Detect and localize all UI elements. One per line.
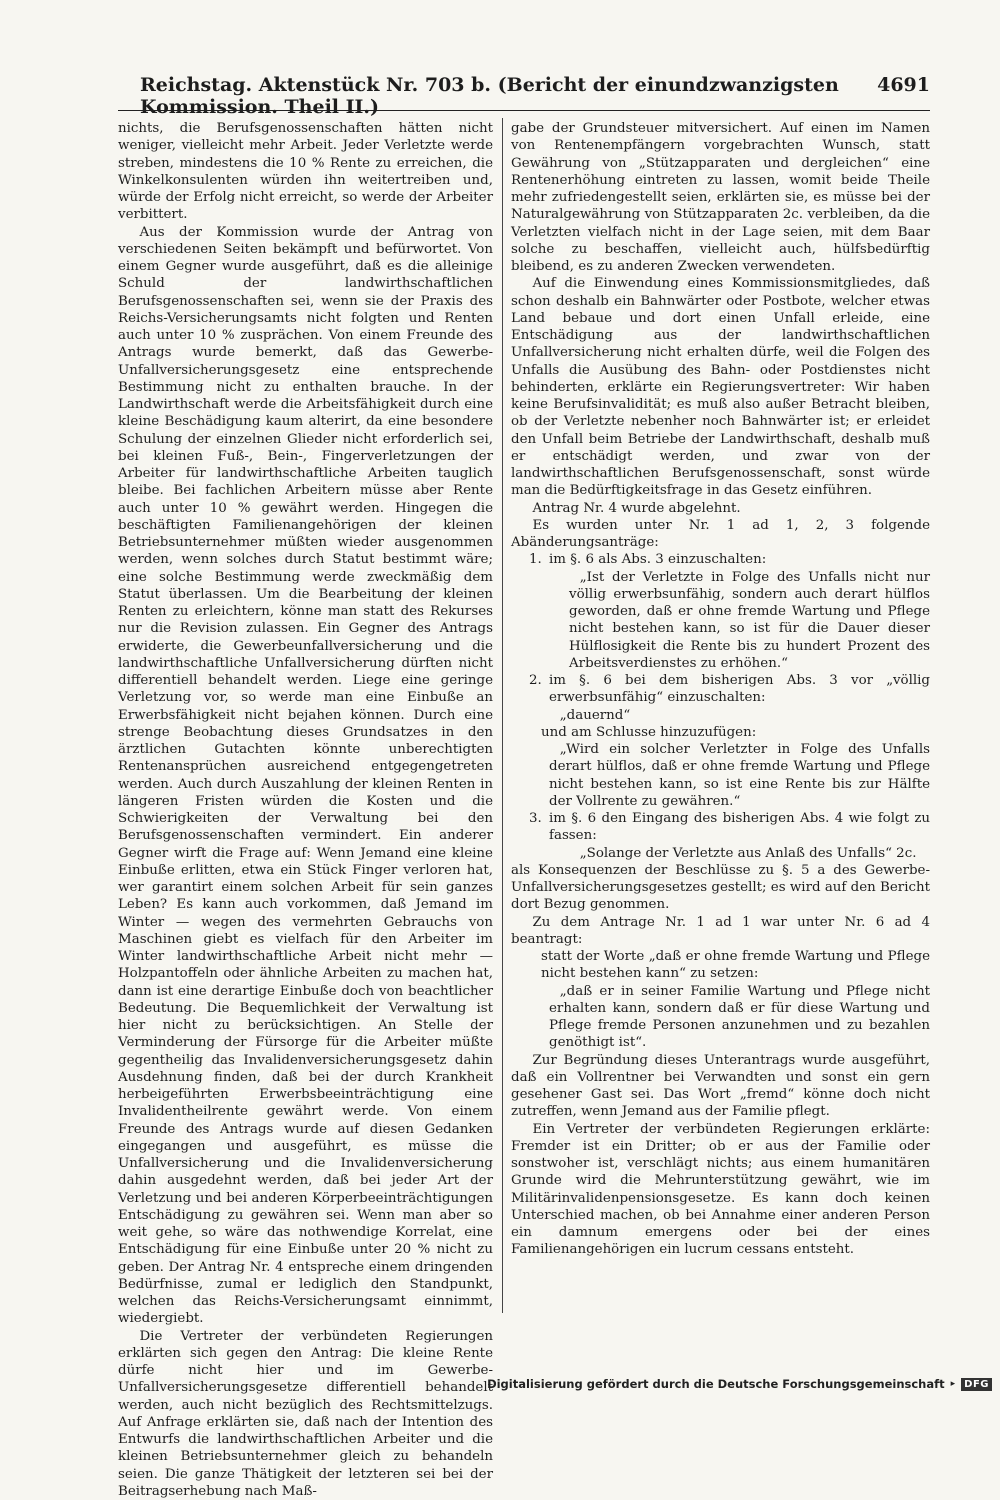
amendment-quote: „dauernd“: [549, 707, 930, 724]
right-paragraph-8: Zur Begründung dieses Unterantrags wurde ausgeführt, daß ein Vollrentner bei Verwandten und sonst ein gern gesehener Gast sei. Das Wort „fremd“ könne doch nicht zutreffen, wenn Jemand aus der Familie pflegt.: [511, 1052, 930, 1121]
right-paragraph-6: Zu dem Antrage Nr. 1 ad 1 war unter Nr. 6 ad 4 beantragt:: [511, 914, 930, 949]
footer-text: Digitalisierung gefördert durch die Deutsche Forschungsgemeinschaft: [487, 1377, 945, 1391]
dfg-logo-icon: DFG: [961, 1378, 992, 1391]
amendment-text: im §. 6 den Eingang des bisherigen Abs. 4 wie folgt zu fassen:: [549, 811, 930, 843]
right-paragraph-2: Auf die Einwendung eines Kommissionsmitgliedes, daß schon deshalb ein Bahnwärter oder Postbote, welcher etwas Land bebaue und dort einen Unfall erleide, eine Entschädigung aus der landwirthschaftlichen Unfallversicherung nicht erhalten dürfe, weil die Folgen des Unfalls die Ausübung des Bahn- oder Postdienstes nicht behinderten, erklärte ein Regierungsvertreter: Wir haben keine Berufsinvalidität; es muß also außer Betracht bleiben, ob der Verletzte nebenher noch Bahnwärter ist; er erleidet den Unfall beim Betriebe der Landwirthschaft, deshalb muß er entschädigt werden, und zwar von der landwirthschaftlichen Berufsgenossenschaft, sonst würde man die Bedürftigkeitsfrage in das Gesetz einführen.: [511, 275, 930, 499]
amendment-number: 2.: [529, 672, 542, 689]
right-paragraph-1: gabe der Grundsteuer mitversichert. Auf einen im Namen von Rentenempfängern vorgebrachten Wunsch, statt Gewährung von „Stützapparaten und dergleichen“ eine Rentenerhöhung eintreten zu lassen, womit beide Theile mehr zufriedengestellt seien, erklärten sie, es müsse bei der Naturalgewährung von Stützapparaten 2c. verbleiben, da die Verletzten vielfach nicht in der Lage seien, mit dem Baar solche zu beschaffen, vielleicht auch, hülfsbedürftig bleibend, es zu anderen Zwecken verwendeten.: [511, 120, 930, 275]
right-paragraph-3: Antrag Nr. 4 wurde abgelehnt.: [511, 500, 930, 517]
right-paragraph-9: Ein Vertreter der verbündeten Regierungen erklärte: Fremder ist ein Dritter; ob er aus der Familie oder sonstwoher ist, verschlägt nichts; aus einem humanitären Grunde wird die Mehrunterstützung gewährt, wie im Militärinvalidenpensionsgesetze. Es kann doch keinen Unterschied machen, ob bei Annahme einer anderen Person ein damnum emergens oder bei der eines Familienangehörigen ein lucrum cessans entsteht.: [511, 1121, 930, 1259]
amendment-quote: „Ist der Verletzte in Folge des Unfalls nicht nur völlig erwerbsunfähig, sondern auch derart hülflos geworden, daß er ohne fremde Wartung und Pflege nicht bestehen kann, so ist für die Dauer dieser Hülflosigkeit die Rente bis zu hundert Prozent des Arbeitsverdienstes zu erhöhen.“: [569, 569, 930, 673]
amendment-number: 3.: [529, 810, 542, 827]
amendment-quote: „Solange der Verletzte aus Anlaß des Unfalls“ 2c.: [569, 845, 930, 862]
arrow-right-icon: ▸: [951, 1379, 956, 1389]
left-column: [118, 120, 493, 1500]
amendment-text: im §. 6 als Abs. 3 einzuschalten:: [549, 552, 766, 567]
header-rule: [118, 110, 930, 111]
amendment-text: im §. 6 bei dem bisherigen Abs. 3 vor „völlig erwerbsunfähig“ einzuschalten:: [549, 673, 930, 705]
page-number: 4691: [877, 74, 930, 96]
left-paragraph-1: nichts, die Berufsgenossenschaften hätten nicht weniger, vielleicht mehr Arbeit. Jeder Verletzte werde streben, mindestens die 10 % Rente zu erreichen, die Winkelkonsulenten würden ihn weitertreiben und, würde der Erfolg nicht erreicht, so werde der Arbeiter verbittert.: [118, 120, 493, 224]
header-title: Reichstag. Aktenstück Nr. 703 b. (Bericht der einundzwanzigsten Kommission. Theil II.): [140, 74, 877, 118]
amendment-item-3: [529, 810, 930, 845]
amendment-item-2: [529, 672, 930, 707]
page-header: [140, 74, 930, 118]
right-column: [511, 120, 930, 1259]
right-paragraph-7: statt der Worte „daß er ohne fremde Wartung und Pflege nicht bestehen kann“ zu setzen:: [541, 948, 930, 983]
left-paragraph-2: Aus der Kommission wurde der Antrag von verschiedenen Seiten bekämpft und befürwortet. Von einem Gegner wurde ausgeführt, daß es die alleinige Schuld der landwirthschaftlichen Berufsgenossenschaften sei, wenn sie der Praxis des Reichs-Versicherungsamts nicht folgten und Renten auch unter 10 % zusprächen. Von einem Freunde des Antrags wurde bemerkt, daß das Gewerbe-Unfallversicherungsgesetz eine entsprechende Bestimmung nicht zu enthalten brauche. In der Landwirthschaft werde die Arbeitsfähigkeit durch eine kleine Beschädigung kaum alterirt, da eine besondere Schulung der einzelnen Glieder nicht erforderlich sei, bei kleinen Fuß-, Bein-, Fingerverletzungen der Arbeiter für landwirthschaftliche Arbeiten tauglich bleibe. Bei fachlichen Arbeitern müsse aber Rente auch unter 10 % gewährt werden. Hingegen die beschäftigten Familienangehörigen der kleinen Betriebsunternehmer müßten wieder ausgenommen werden, wenn solches durch Statut bestimmt wäre; eine solche Bestimmung werde zweckmäßig dem Statut überlassen. Um die Bearbeitung der kleinen Renten zu erleichtern, könne man statt des Rekurses nur die Revision zulassen. Ein Gegner des Antrags erwiderte, die Gewerbeunfallversicherung und die landwirthschaftliche Unfallversicherung dürften nicht differentiell behandelt werden. Liege eine geringe Verletzung vor, so werde man eine Einbuße an Erwerbsfähigkeit nicht bejahen können. Durch eine strenge Beobachtung dieses Grundsatzes in den ärztlichen Gutachten könnte unberechtigten Rentenansprüchen ausreichend entgegengetreten werden. Auch durch Auszahlung der kleinen Renten in längeren Fristen würden die Kosten und die Schwierigkeiten der Verwaltung bei den Berufsgenossenschaften vermindert. Ein anderer Gegner wirft die Frage auf: Wenn Jemand eine kleine Einbuße erlitten, etwa ein Stück Finger verloren hat, wer garantirt einem solchen Arbeit für sein ganzes Leben? Es kann auch vorkommen, daß Jemand im Winter — wegen des vermehrten Gebrauchs von Maschinen giebt es vielfach für den Arbeiter im Winter landwirthschaftliche Arbeit nicht mehr — Holzpantoffeln oder ähnliche Arbeiten zu machen hat, dann ist eine derartige Einbuße doch von beachtlicher Bedeutung. Die Bequemlichkeit der Verwaltung ist hier nicht zu berücksichtigen. An Stelle der Verminderung der Fürsorge für die Arbeiter müßte gegentheilig das Invalidenversicherungsgesetz dahin Ausdehnung finden, daß bei der durch Krankheit herbeigeführten Erwerbsbeeinträchtigung eine Invalidentheilrente gewährt werde. Von einem Freunde des Antrags wurde auf diesen Gedanken eingegangen und ausgeführt, es müsse die Unfallversicherung und die Invalidenversicherung dahin ausgedehnt werden, daß bei jeder Art der Verletzung und bei anderen Körperbeeinträchtigungen Entschädigung zu gewähren sei. Wenn man aber so weit gehe, so wäre das nothwendige Korrelat, eine Entschädigung für eine Einbuße unter 20 % nicht zu geben. Der Antrag Nr. 4 entspreche einem dringenden Bedürfnisse, zumal er lediglich den Standpunkt, welchen das Reichs-Versicherungsamt einnimmt, wiedergiebt.: [118, 224, 493, 1328]
sub-amendment-quote: „daß er in seiner Familie Wartung und Pflege nicht erhalten kann, sondern daß er für diese Wartung und Pflege fremde Personen anzunehmen und zu bezahlen genöthigt ist“.: [549, 983, 930, 1052]
right-paragraph-5: als Konsequenzen der Beschlüsse zu §. 5 a des Gewerbe-Unfallversicherungsgesetzes gestellt; es wird auf den Bericht dort Bezug genommen.: [511, 862, 930, 914]
right-paragraph-4: Es wurden unter Nr. 1 ad 1, 2, 3 folgende Abänderungsanträge:: [511, 517, 930, 552]
left-paragraph-3: Die Vertreter der verbündeten Regierungen erklärten sich gegen den Antrag: Die kleine Rente dürfe nicht hier und im Gewerbe-Unfallversicherungsgesetze differentiell behandelt werden, auch nicht bezüglich des Rechtsmittelzugs. Auf Anfrage erklärten sie, daß nach der Intention des Entwurfs die landwirthschaftlichen Arbeiter und die kleinen Betriebsunternehmer gleich zu behandeln seien. Die ganze Thätigkeit der letzteren sei bei der Beitragserhebung nach Maß-: [118, 1328, 493, 1500]
amendment-number: 1.: [529, 551, 542, 568]
amendment-quote: „Wird ein solcher Verletzter in Folge des Unfalls derart hülflos, daß er ohne fremde Wartung und Pflege nicht bestehen kann, so ist eine Rente bis zur Hälfte der Vollrente zu gewähren.“: [549, 741, 930, 810]
amendment-item-1: [529, 551, 930, 568]
column-divider: [502, 118, 503, 1313]
amendment-continuation: und am Schlusse hinzuzufügen:: [541, 724, 930, 741]
digitization-footer: [487, 1377, 992, 1391]
